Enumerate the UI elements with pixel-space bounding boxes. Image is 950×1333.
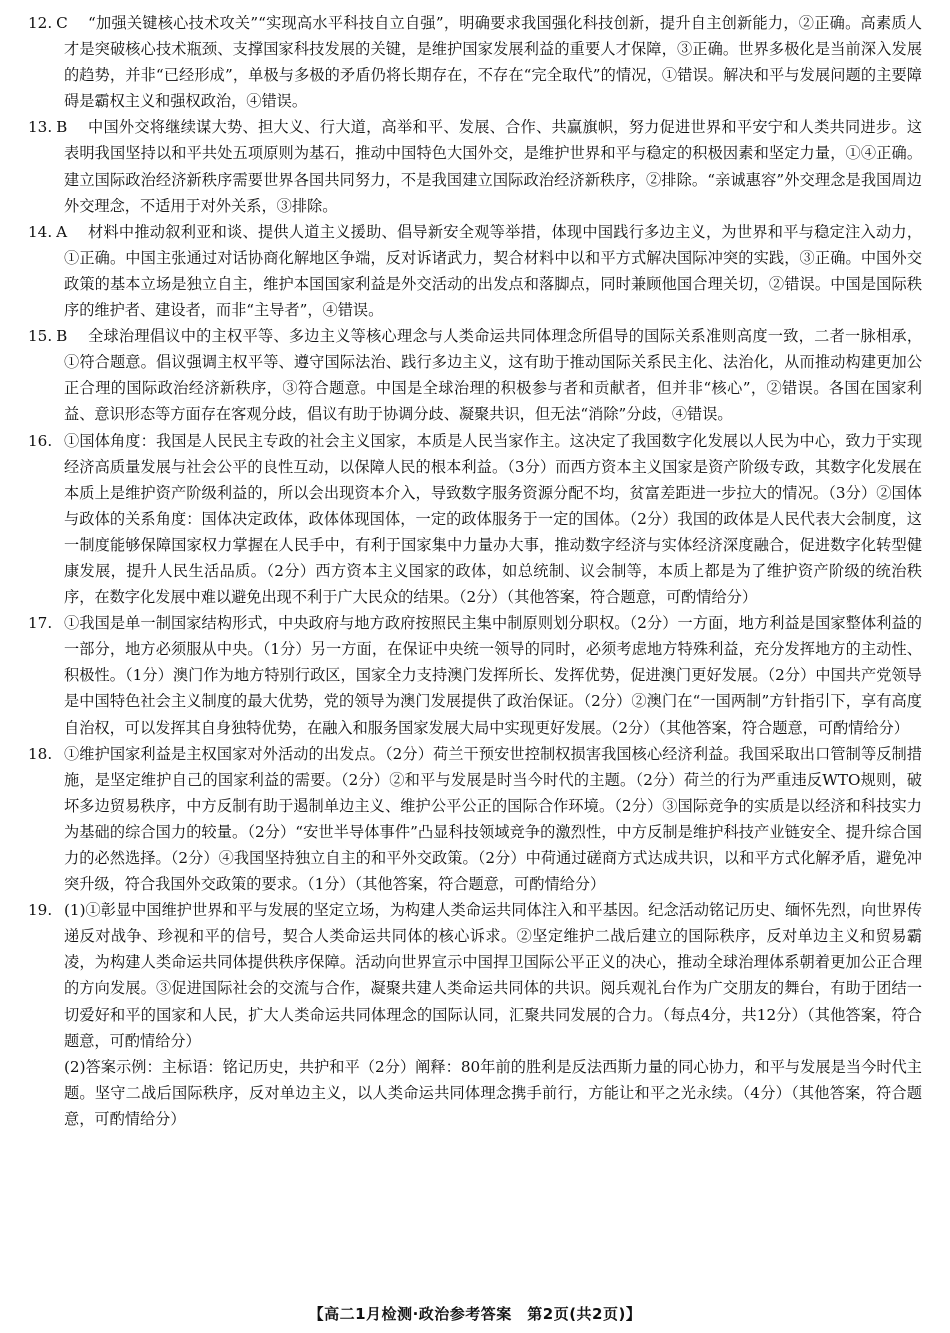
item-number: 16.: [28, 431, 53, 450]
item-answer: B: [56, 327, 68, 346]
item-number: 12.: [28, 14, 53, 32]
item-text-part-2: (2)答案示例：主标语：铭记历史，共护和平（2分）阐释：80年前的胜利是反法西斯力量的同心协力，和平与发展是当今时代主题。坚守二战后国际秩序，反对单边主义，以人类命运共同体理念携手前行，方能让和平之光永续。（4分）（其他答案，符合题意，可酌情给分）: [64, 1057, 922, 1128]
item-answer: A: [56, 222, 68, 241]
item-text: 全球治理倡议中的主权平等、多边主义等核心理念与人类命运共同体理念所倡导的国际关系准则高度一致，二者一脉相承，①符合题意。倡议强调主权平等、遵守国际法治、践行多边主义，这有助于推动国际关系民主化、法治化，从而推动构建更加公正合理的国际政治经济新秩序，③符合题意。中国是全球治理的积极参与者和贡献者，但并非“核心”，②错误。各国在国家利益、意识形态等方面存在客观分歧，倡议有助于协调分歧、凝聚共识，但无法“消除”分歧，④错误。: [64, 327, 922, 424]
answer-item-17: [28, 610, 922, 740]
answer-item-19: [28, 897, 922, 1132]
item-text: 材料中推动叙利亚和谈、提供人道主义援助、倡导新安全观等举措，体现中国践行多边主义，为世界和平与稳定注入动力，①正确。中国主张通过对话协商化解地区争端，反对诉诸武力，契合材料中以和平方式解决国际冲突的实践，③正确。中国外交政策的基本立场是独立自主，维护本国国家利益是外交活动的出发点和落脚点，同时兼顾他国合理关切，②错误。中国是国际秩序的维护者、建设者，而非“主导者”，④错误。: [64, 222, 922, 320]
item-number: 17.: [28, 614, 53, 633]
item-number: 13.: [28, 118, 53, 137]
answer-item-12: [28, 10, 922, 114]
item-answer: B: [56, 118, 68, 137]
item-number: 18.: [28, 744, 53, 763]
answer-item-14: [28, 219, 922, 323]
answer-item-13: [28, 114, 922, 218]
item-text-part-1: (1)①彰显中国维护世界和平与发展的坚定立场，为构建人类命运共同体注入和平基因。纪念活动铭记历史、缅怀先烈，向世界传递反对战争、珍视和平的信号，契合人类命运共同体的核心诉求。②坚定维护二战后建立的国际秩序，反对单边主义和贸易霸凌，为构建人类命运共同体提供秩序保障。活动向世界宣示中国捍卫国际公平正义的决心，推动全球治理体系朝着更加公正合理的方向发展。③促进国际社会的交流与合作，凝聚共建人类命运共同体的共识。阅兵观礼台作为广交朋友的舞台，有助于团结一切爱好和平的国家和人民，扩大人类命运共同体理念的国际认同，汇聚共同发展的合力。（每点4分，共12分）（其他答案，符合题意，可酌情给分）: [64, 901, 922, 1050]
item-number: 15.: [28, 327, 53, 346]
item-text: ①国体角度：我国是人民民主专政的社会主义国家，本质是人民当家作主。这决定了我国数字化发展以人民为中心，致力于实现经济高质量发展与社会公平的良性互动，以保障人民的根本利益。（3分）而西方资本主义国家是资产阶级专政，其数字化发展在本质上是维护资产阶级利益的，所以会出现资本介入，导致数字服务资源分配不均，贫富差距进一步拉大的情况。（3分）②国体与政体的关系角度：国体决定政体，政体体现国体，一定的政体服务于一定的国体。（2分）我国的政体是人民代表大会制度，这一制度能够保障国家权力掌握在人民手中，有利于国家集中力量办大事，推动数字经济与实体经济深度融合，促进数字化转型健康发展，提升人民生活品质。（2分）西方资本主义国家的政体，如总统制、议会制等，本质上都是为了维护资产阶级的统治秩序，在数字化发展中难以避免出现不利于广大民众的结果。（2分）（其他答案，符合题意，可酌情给分）: [64, 431, 922, 607]
item-text: “加强关键核心技术攻关”“实现高水平科技自立自强”，明确要求我国强化科技创新，提升自主创新能力，②正确。高素质人才是突破核心技术瓶颈、支撑国家科技发展的关键，是维护国家发展利益的重要人才保障，③正确。世界多极化是当前深入发展的趋势，并非“已经形成”，单极与多极的矛盾仍将长期存在，不存在“完全取代”的情况，①错误。解决和平与发展问题的主要障碍是霸权主义和强权政治，④错误。: [64, 14, 922, 111]
answer-item-15: [28, 323, 922, 427]
item-text: ①我国是单一制国家结构形式，中央政府与地方政府按照民主集中制原则划分职权。（2分）一方面，地方利益是国家整体利益的一部分，地方必须服从中央。（1分）另一方面，在保证中央统一领导的同时，必须考虑地方特殊利益，充分发挥地方的主动性、积极性。（1分）澳门作为地方特别行政区，国家全力支持澳门发挥所长、发挥优势，促进澳门更好发展。（2分）中国共产党领导是中国特色社会主义制度的最大优势，党的领导为澳门发展提供了政治保证。（2分）②澳门在“一国两制”方针指引下，享有高度自治权，可以发挥其自身独特优势，在融入和服务国家发展大局中实现更好发展。（2分）（其他答案，符合题意，可酌情给分）: [64, 614, 922, 737]
item-text: 中国外交将继续谋大势、担大义、行大道，高举和平、发展、合作、共赢旗帜，努力促进世界和平安宁和人类共同进步。这表明我国坚持以和平共处五项原则为基石，推动中国特色大国外交，是维护世界和平与稳定的积极因素和坚定力量，①④正确。建立国际政治经济新秩序需要世界各国共同努力，不是我国建立国际政治经济新秩序，②排除。“亲诚惠容”外交理念是我国周边外交理念，不适用于对外关系，③排除。: [64, 118, 922, 215]
item-text: ①维护国家利益是主权国家对外活动的出发点。（2分）荷兰干预安世控制权损害我国核心经济利益。我国采取出口管制等反制措施，是坚定维护自己的国家利益的需要。（2分）②和平与发展是时当今时代的主题。（2分）荷兰的行为严重违反WTO规则，破坏多边贸易秩序，中方反制有助于遏制单边主义、维护公平公正的国际合作环境。（2分）③国际竞争的实质是以经济和科技实力为基础的综合国力的较量。（2分）“安世半导体事件”凸显科技领域竞争的激烈性，中方反制是维护科技产业链安全、提升综合国力的必然选择。（2分）④我国坚持独立自主的和平外交政策。（2分）中荷通过磋商方式达成共识，以和平方式化解矛盾，避免冲突升级，符合我国外交政策的要求。（1分）（其他答案，符合题意，可酌情给分）: [64, 744, 922, 894]
item-answer: C: [56, 14, 68, 32]
item-number: 14.: [28, 222, 53, 241]
answer-item-18: [28, 741, 922, 898]
page-footer: 【高二1月检测·政治参考答案 第2页(共2页)】: [308, 1305, 642, 1323]
item-number: 19.: [28, 901, 53, 920]
answer-item-16: [28, 428, 922, 611]
